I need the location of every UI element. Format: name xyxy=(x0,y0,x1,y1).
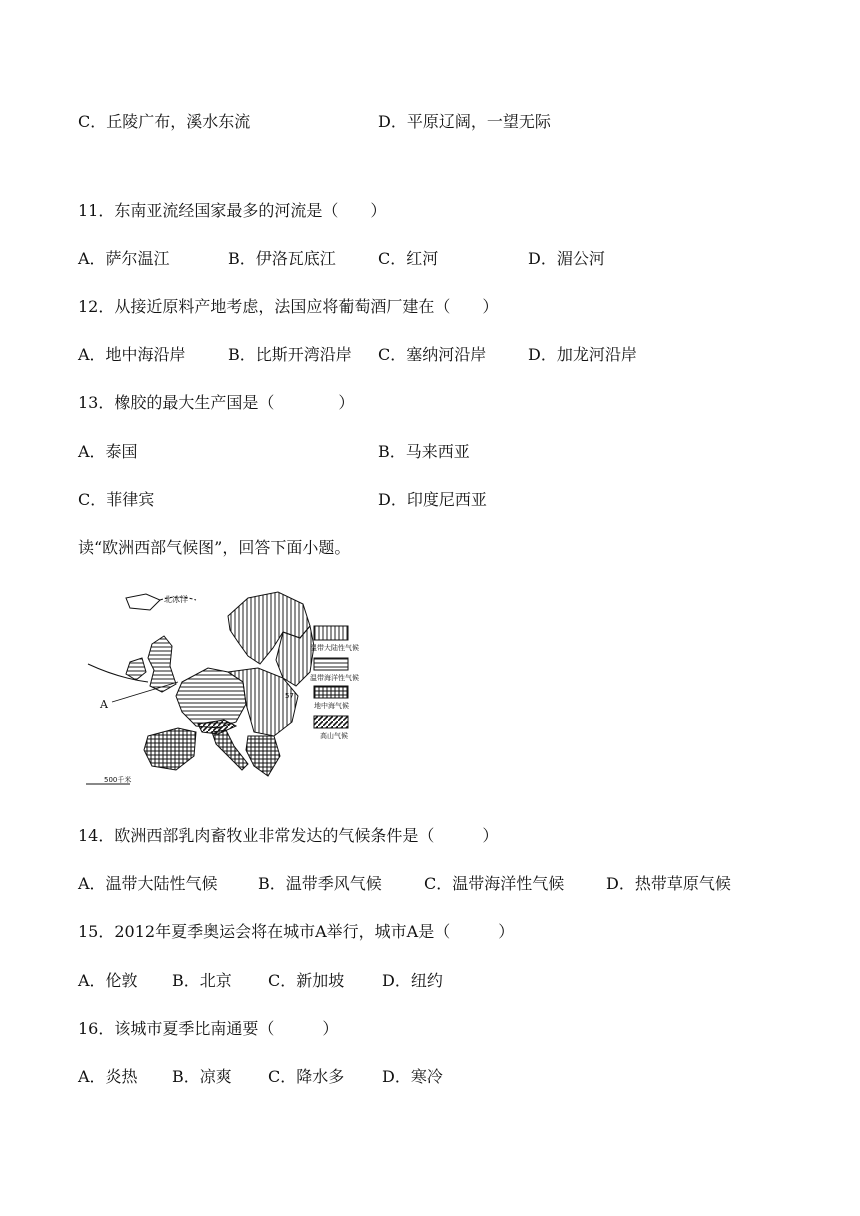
q13-option-d: D．印度尼西亚 xyxy=(378,490,487,509)
legend-label-oceanic: 温带海洋性气候 xyxy=(310,674,359,682)
q15-option-c: C．新加坡 xyxy=(268,971,345,990)
q12-stem: 12．从接近原料产地考虑，法国应将葡萄酒厂建在（ ） xyxy=(78,297,499,316)
latitude-label: 57 xyxy=(285,692,294,700)
q13-option-b: B．马来西亚 xyxy=(378,442,470,461)
italy-region xyxy=(212,730,248,770)
q11-option-b: B．伊洛瓦底江 xyxy=(228,249,336,268)
q14-option-c: C．温带海洋性气候 xyxy=(424,874,565,893)
iberia-region xyxy=(144,728,196,770)
q11-option-d: D．湄公河 xyxy=(528,249,605,268)
q15-option-d: D．纽约 xyxy=(382,971,443,990)
q12-option-a: A．地中海沿岸 xyxy=(78,345,186,364)
balkans-region xyxy=(246,736,280,776)
map-legend xyxy=(310,626,359,740)
q11-stem: 11．东南亚流经国家最多的河流是（ ） xyxy=(78,201,387,220)
q16-stem: 16．该城市夏季比南通要（ ） xyxy=(78,1019,339,1038)
q14-stem: 14．欧洲西部乳肉畜牧业非常发达的气候条件是（ ） xyxy=(78,826,499,845)
q12-option-b: B．比斯开湾沿岸 xyxy=(228,345,352,364)
legend-swatch-continental xyxy=(314,626,348,640)
legend-swatch-alpine xyxy=(314,716,348,728)
map-intro: 读“欧洲西部气候图”，回答下面小题。 xyxy=(78,538,351,557)
q13-option-a: A．泰国 xyxy=(78,442,138,461)
scale-label: 500千米 xyxy=(104,776,132,784)
legend-swatch-oceanic xyxy=(314,658,348,670)
q14-option-d: D．热带草原气候 xyxy=(606,874,731,893)
west-ray-line xyxy=(112,682,178,702)
q14-option-a: A．温带大陆性气候 xyxy=(78,874,218,893)
q15-option-b: B．北京 xyxy=(172,971,232,990)
q14-option-b: B．温带季风气候 xyxy=(258,874,382,893)
q10-option-c: C．丘陵广布，溪水东流 xyxy=(78,112,251,131)
q10-option-d: D．平原辽阔，一望无际 xyxy=(378,112,551,131)
q15-option-a: A．伦敦 xyxy=(78,971,138,990)
europe-climate-map xyxy=(78,586,368,791)
q15-stem: 15．2012年夏季奥运会将在城市A举行，城市A是（ ） xyxy=(78,922,515,941)
q16-option-a: A．炎热 xyxy=(78,1067,138,1086)
sea-label: 北冰洋 xyxy=(164,595,188,604)
q13-stem: 13．橡胶的最大生产国是（ ） xyxy=(78,393,355,412)
q12-option-c: C．塞纳河沿岸 xyxy=(378,345,487,364)
q16-option-c: C．降水多 xyxy=(268,1067,345,1086)
q11-option-c: C．红河 xyxy=(378,249,439,268)
legend-swatch-mediterranean xyxy=(314,686,348,698)
point-a-label: A xyxy=(100,698,108,711)
q11-option-a: A．萨尔温江 xyxy=(78,249,170,268)
q13-option-c: C．菲律宾 xyxy=(78,490,155,509)
q16-option-b: B．凉爽 xyxy=(172,1067,232,1086)
legend-label-mediterranean: 地中海气候 xyxy=(314,702,349,710)
legend-label-alpine: 高山气候 xyxy=(320,732,348,740)
legend-label-continental: 温带大陆性气候 xyxy=(310,644,359,652)
q16-option-d: D．寒冷 xyxy=(382,1067,443,1086)
q12-option-d: D．加龙河沿岸 xyxy=(528,345,637,364)
iceland-island xyxy=(126,594,160,610)
ireland-island xyxy=(126,658,146,680)
